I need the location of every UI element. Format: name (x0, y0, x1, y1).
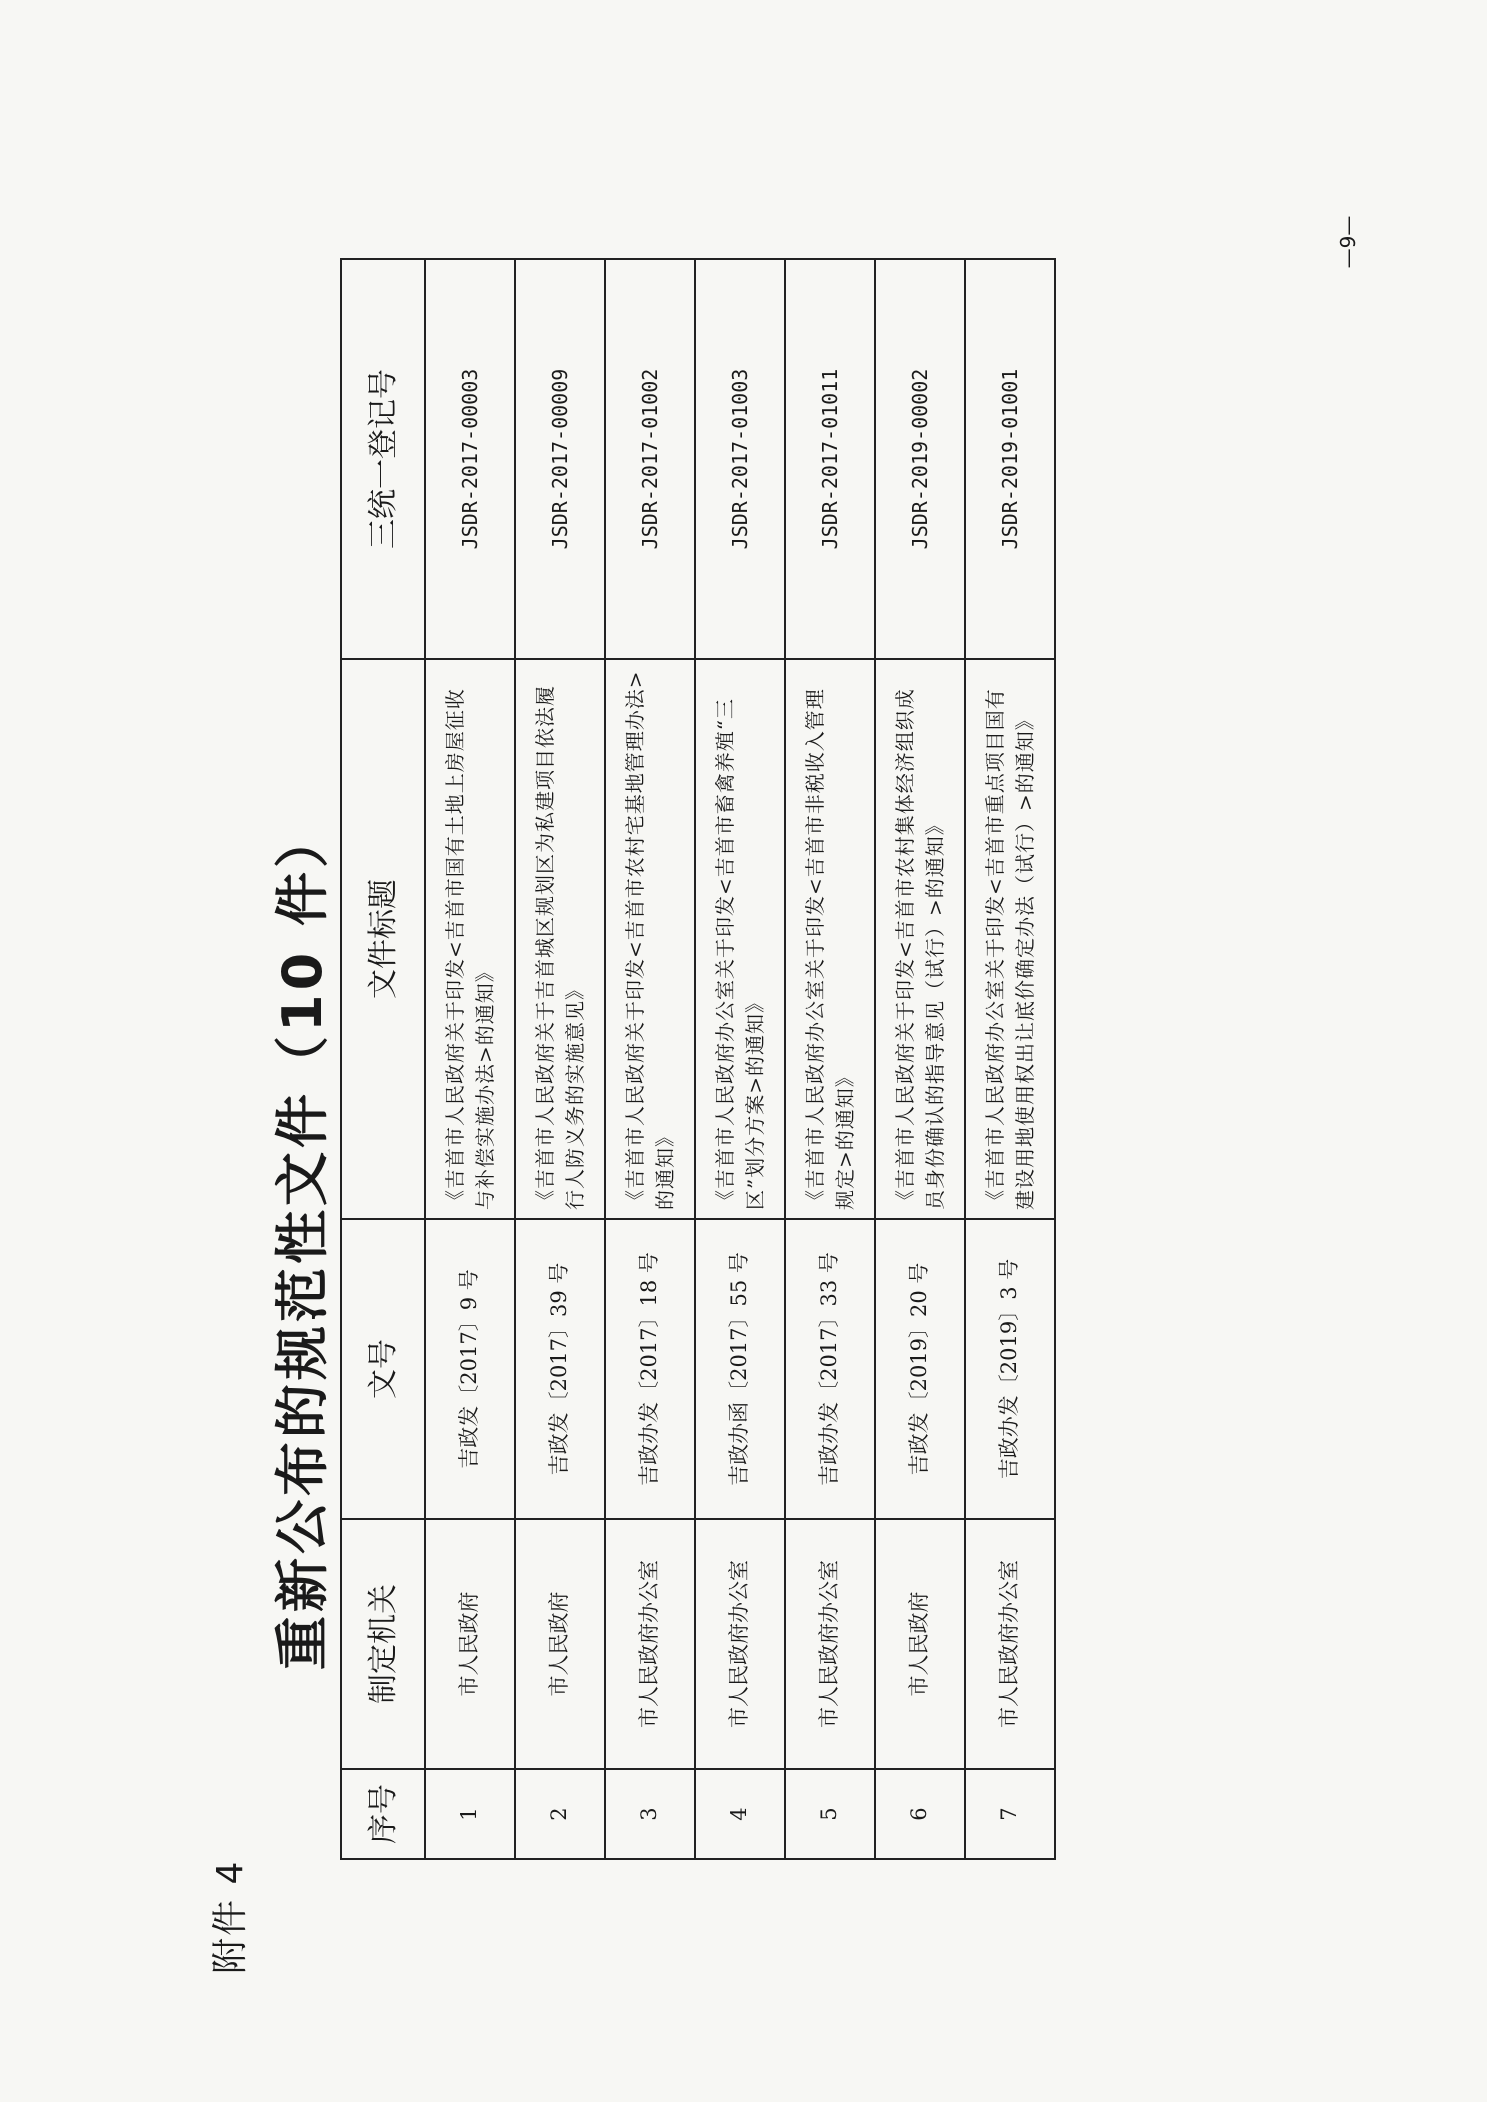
cell-doc-number: 吉政发〔2017〕39 号 (515, 1219, 605, 1519)
cell-doc-number: 吉政办函〔2017〕55 号 (695, 1219, 785, 1519)
rotated-content (180, 140, 1310, 1990)
cell-doc-title: 《吉首市人民政府关于吉首城区规划区为私建项目依法履行人防义务的实施意见》 (515, 659, 605, 1219)
cell-registration: JSDR-2017-01002 (605, 259, 695, 659)
document-title: 重新公布的规范性文件（10 件） (271, 810, 334, 1670)
header-serial: 序号 (341, 1769, 425, 1859)
cell-authority: 市人民政府 (515, 1519, 605, 1769)
page-number: —9— (1336, 215, 1360, 269)
table-row (785, 259, 875, 1859)
cell-doc-number: 吉政办发〔2019〕3 号 (965, 1219, 1055, 1519)
attachment-label: 附件 4 (210, 1859, 251, 1974)
cell-doc-title: 《吉首市人民政府办公室关于印发<吉首市重点项目国有建设用地使用权出让底价确定办法（试行）>的通知》 (965, 659, 1055, 1219)
cell-doc-number: 吉政办发〔2017〕18 号 (605, 1219, 695, 1519)
regulations-table (340, 258, 1056, 1860)
table-row (875, 259, 965, 1859)
header-registration-number: 三统一登记号 (341, 259, 425, 659)
cell-doc-title: 《吉首市人民政府关于印发<吉首市农村集体经济组织成员身份确认的指导意见（试行）>的通知》 (875, 659, 965, 1219)
cell-registration: JSDR-2019-00002 (875, 259, 965, 659)
cell-doc-number: 吉政发〔2017〕9 号 (425, 1219, 515, 1519)
cell-serial: 2 (515, 1769, 605, 1859)
cell-authority: 市人民政府 (875, 1519, 965, 1769)
header-issuing-authority: 制定机关 (341, 1519, 425, 1769)
cell-authority: 市人民政府办公室 (605, 1519, 695, 1769)
header-document-number: 文号 (341, 1219, 425, 1519)
cell-serial: 4 (695, 1769, 785, 1859)
cell-serial: 5 (785, 1769, 875, 1859)
cell-registration: JSDR-2017-01003 (695, 259, 785, 659)
cell-authority: 市人民政府办公室 (785, 1519, 875, 1769)
cell-doc-number: 吉政办发〔2017〕33 号 (785, 1219, 875, 1519)
cell-registration: JSDR-2017-00003 (425, 259, 515, 659)
cell-doc-title: 《吉首市人民政府关于印发<吉首市农村宅基地管理办法>的通知》 (605, 659, 695, 1219)
cell-doc-title: 《吉首市人民政府办公室关于印发<吉首市畜禽养殖“三区”划分方案>的通知》 (695, 659, 785, 1219)
cell-serial: 6 (875, 1769, 965, 1859)
table-row (605, 259, 695, 1859)
cell-authority: 市人民政府办公室 (965, 1519, 1055, 1769)
cell-doc-title: 《吉首市人民政府关于印发<吉首市国有土地上房屋征收与补偿实施办法>的通知》 (425, 659, 515, 1219)
table-row (515, 259, 605, 1859)
cell-registration: JSDR-2019-01001 (965, 259, 1055, 659)
cell-serial: 7 (965, 1769, 1055, 1859)
cell-serial: 1 (425, 1769, 515, 1859)
table-header-row (341, 259, 425, 1859)
cell-registration: JSDR-2017-01011 (785, 259, 875, 659)
table-row (695, 259, 785, 1859)
table-row (425, 259, 515, 1859)
cell-registration: JSDR-2017-00009 (515, 259, 605, 659)
table-row (965, 259, 1055, 1859)
cell-authority: 市人民政府办公室 (695, 1519, 785, 1769)
cell-doc-number: 吉政发〔2019〕20 号 (875, 1219, 965, 1519)
cell-authority: 市人民政府 (425, 1519, 515, 1769)
header-document-title: 文件标题 (341, 659, 425, 1219)
cell-serial: 3 (605, 1769, 695, 1859)
cell-doc-title: 《吉首市人民政府办公室关于印发<吉首市非税收入管理规定>的通知》 (785, 659, 875, 1219)
